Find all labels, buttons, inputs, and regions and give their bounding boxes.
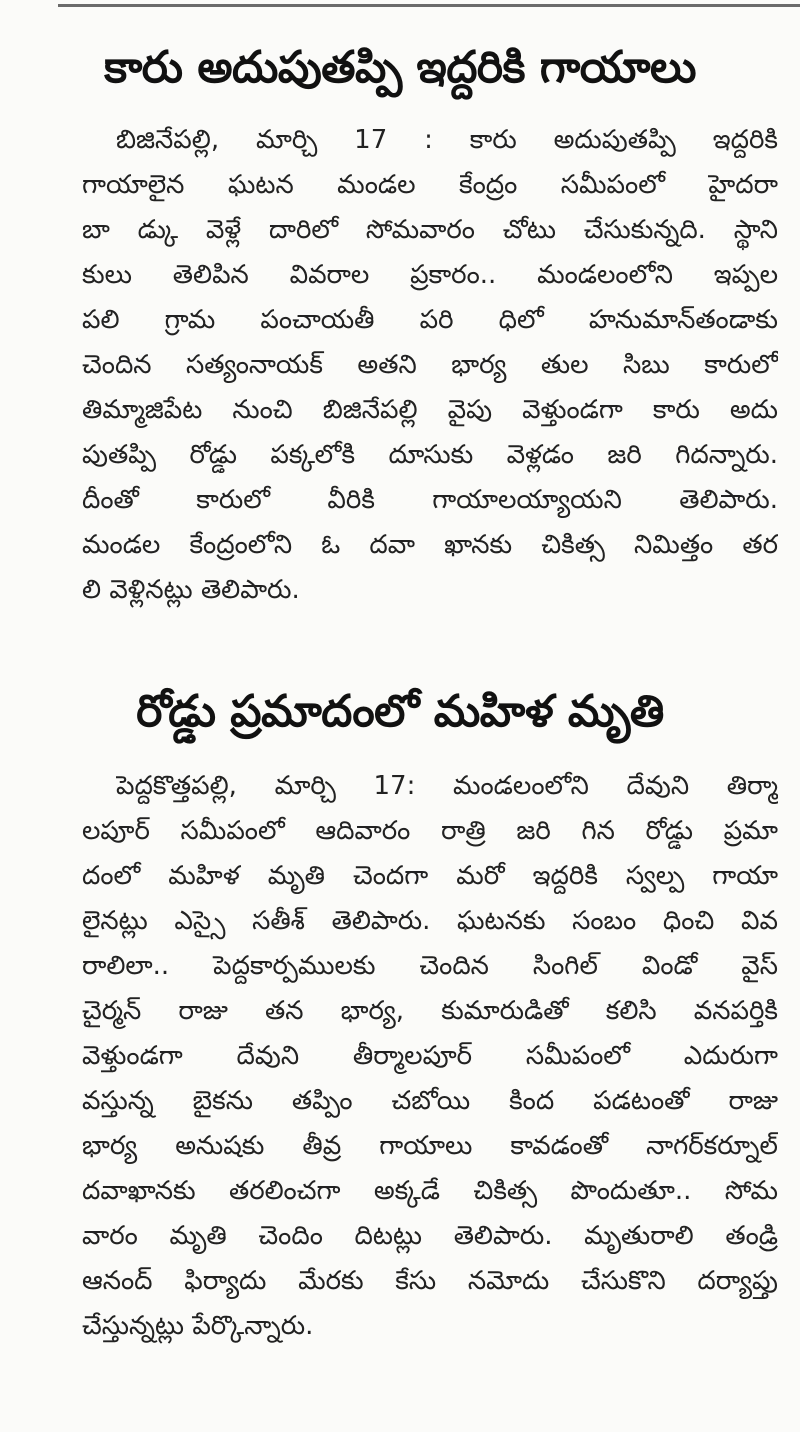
top-divider — [58, 4, 800, 7]
article-1-line: మండల కేంద్రంలోని ఓ దవా ఖానకు చికిత్స నిమిత్తం తర — [82, 530, 778, 560]
article-2-line: లపూర్ సమీపంలో ఆదివారం రాత్రి జరి గిన రోడ్డు ప్రమా — [82, 816, 778, 846]
article-2-line: వారం మృతి చెందిం దిటట్లు తెలిపారు. మృతురాలి తండ్రి — [82, 1221, 778, 1251]
article-2-line: చైర్మన్ రాజు తన భార్య, కుమారుడితో కలిసి వనపర్తికి — [82, 996, 778, 1026]
article-2-line: దవాఖానకు తరలించగా అక్కడే చికిత్స పొందుతూ.. సోమ — [82, 1176, 778, 1206]
article-2-line: రాలిలా.. పెద్దకార్పములకు చెందిన సింగిల్ విండో వైస్ — [82, 951, 778, 981]
article-1-headline: కారు అదుపుతప్పి ఇద్దరికి గాయాలు — [104, 42, 696, 93]
article-1-line: బిజినేపల్లి, మార్చి 17 : కారు అదుపుతప్పి ఇద్దరికి — [116, 125, 778, 155]
article-2-line: పెద్దకొత్తపల్లి, మార్చి 17: మండలంలోని దేవుని తిర్మా — [116, 771, 778, 801]
article-2-line: చేస్తున్నట్లు పేర్కొన్నారు. — [82, 1311, 314, 1341]
article-2-line: వెళ్తుండగా దేవుని తీర్మాలపూర్ సమీపంలో ఎదురుగా — [82, 1041, 778, 1071]
article-1-line: గాయాలైన ఘటన మండల కేంద్రం సమీపంలో హైదరా — [82, 170, 778, 200]
article-2-line: భార్య అనుషకు తీవ్ర గాయాలు కావడంతో నాగర్‌కర్నూల్ — [82, 1131, 778, 1161]
article-1-line: దీంతో కారులో వీరికి గాయాలయ్యాయని తెలిపారు. — [82, 485, 778, 515]
article-1-line: చెందిన సత్యంనాయక్ అతని భార్య తుల సిబు కారులో — [82, 350, 778, 380]
article-1-line: కులు తెలిపిన వివరాల ప్రకారం.. మండలంలోని ఇప్పల — [82, 260, 778, 290]
article-2-line: వస్తున్న బైకను తప్పిం చబోయి కింద పడటంతో రాజు — [82, 1086, 778, 1116]
article-1-line: తిమ్మాజిపేట నుంచి బిజినేపల్లి వైపు వెళ్తుండగా కారు అదు — [82, 395, 778, 425]
article-2-line: దంలో మహిళ మృతి చెందగా మరో ఇద్దరికి స్వల్ప గాయా — [82, 861, 778, 891]
article-2-line: ఆనంద్ ఫిర్యాదు మేరకు కేసు నమోదు చేసుకొని దర్యాప్తు — [82, 1266, 778, 1296]
article-1-line: పలి గ్రామ పంచాయతీ పరి ధిలో హనుమాన్‌తండాకు — [82, 305, 778, 335]
article-2-headline: రోడ్డు ప్రమాదంలో మహిళ మృతి — [136, 686, 664, 737]
article-1-line: బా డ్కు వెళ్లే దారిలో సోమవారం చోటు చేసుకున్నది. స్థాని — [82, 215, 778, 245]
article-2-line: లైనట్లు ఎస్సై సతీశ్ తెలిపారు. ఘటనకు సంబం ధించి వివ — [82, 906, 778, 936]
article-1-line: పుతప్పి రోడ్డు పక్కలోకి దూసుకు వెళ్లడం జరి గిదన్నారు. — [82, 440, 778, 470]
article-1-line: లి వెళ్లినట్లు తెలిపారు. — [82, 575, 300, 605]
